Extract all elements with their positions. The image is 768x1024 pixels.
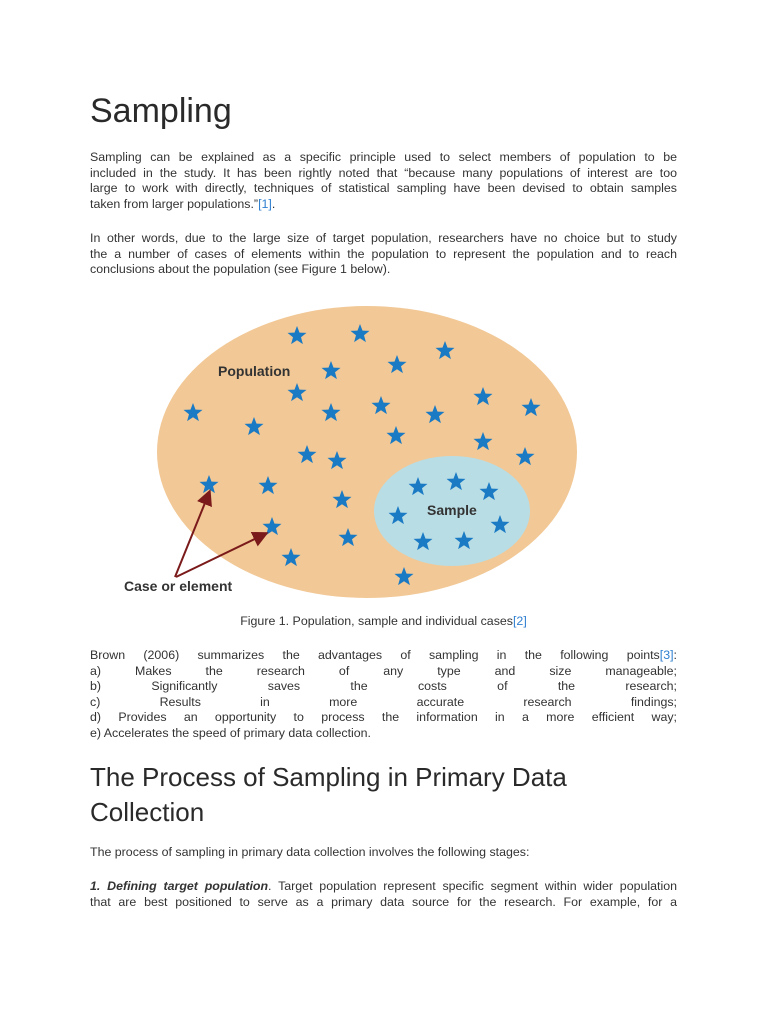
reference-link-1[interactable]: [1]	[258, 196, 272, 211]
population-ellipse	[157, 306, 577, 598]
case-element-label: Case or element	[124, 578, 233, 594]
paragraph-line	[90, 648, 677, 664]
paragraph-text: . Target population represent specific segment within wider population	[268, 879, 677, 893]
paragraph-line	[90, 197, 677, 213]
paragraph-text: taken from larger populations.”	[90, 196, 259, 211]
sample-label: Sample	[427, 502, 477, 518]
paragraph-stage-1	[90, 879, 677, 910]
paragraph-line	[90, 879, 677, 895]
page-title: Sampling	[90, 92, 232, 130]
paragraph-text: :	[673, 648, 677, 662]
advantage-item: e) Accelerates the speed of primary data collection.	[90, 725, 372, 740]
paragraph-advantages	[90, 648, 677, 741]
advantage-item: a) Makes the research of any type and size manageable;	[90, 663, 677, 678]
paragraph-line: included in the study. It has been rightly noted that “because many populations of interest are too	[90, 165, 677, 180]
paragraph-line: Sampling can be explained as a specific principle used to select members of population to be	[90, 150, 677, 164]
paragraph-intro	[90, 150, 677, 212]
figure-diagram	[124, 300, 582, 600]
paragraph-text: Brown (2006) summarizes the advantages of sampling in the following points	[90, 648, 660, 662]
advantage-item: b) Significantly saves the costs of the research;	[90, 679, 677, 693]
paragraph-line: large to work with directly, techniques of statistical sampling have been devised to obtain samples	[90, 181, 677, 195]
reference-link-2[interactable]: [2]	[512, 614, 527, 628]
paragraph-line: In other words, due to the large size of target population, researchers have no choice but to study	[90, 231, 677, 245]
paragraph-process	[90, 845, 677, 861]
paragraph-line: conclusions about the population (see Figure 1 below).	[90, 262, 391, 276]
paragraph-line: The process of sampling in primary data collection involves the following stages:	[90, 845, 530, 859]
paragraph-other-words	[90, 231, 677, 278]
population-label: Population	[218, 363, 291, 379]
advantage-item: c) Results in more accurate research findings;	[90, 694, 677, 709]
section-heading: The Process of Sampling in Primary Data Collection	[90, 762, 567, 827]
advantage-item: d) Provides an opportunity to process the information in a more efficient way;	[90, 710, 677, 724]
reference-link-3[interactable]: [3]	[659, 648, 674, 662]
figure-population-sample	[124, 300, 582, 600]
paragraph-line: that are best positioned to serve as a primary data source for the research. For example, for a	[90, 894, 677, 909]
paragraph-line: the a number of cases of elements within the population to represent the population and to reach	[90, 246, 677, 261]
figure-caption	[90, 614, 677, 628]
paragraph-text: .	[271, 196, 276, 211]
caption-text: Figure 1. Population, sample and individual cases	[240, 614, 513, 628]
stage-title: 1. Defining target population	[90, 879, 269, 893]
